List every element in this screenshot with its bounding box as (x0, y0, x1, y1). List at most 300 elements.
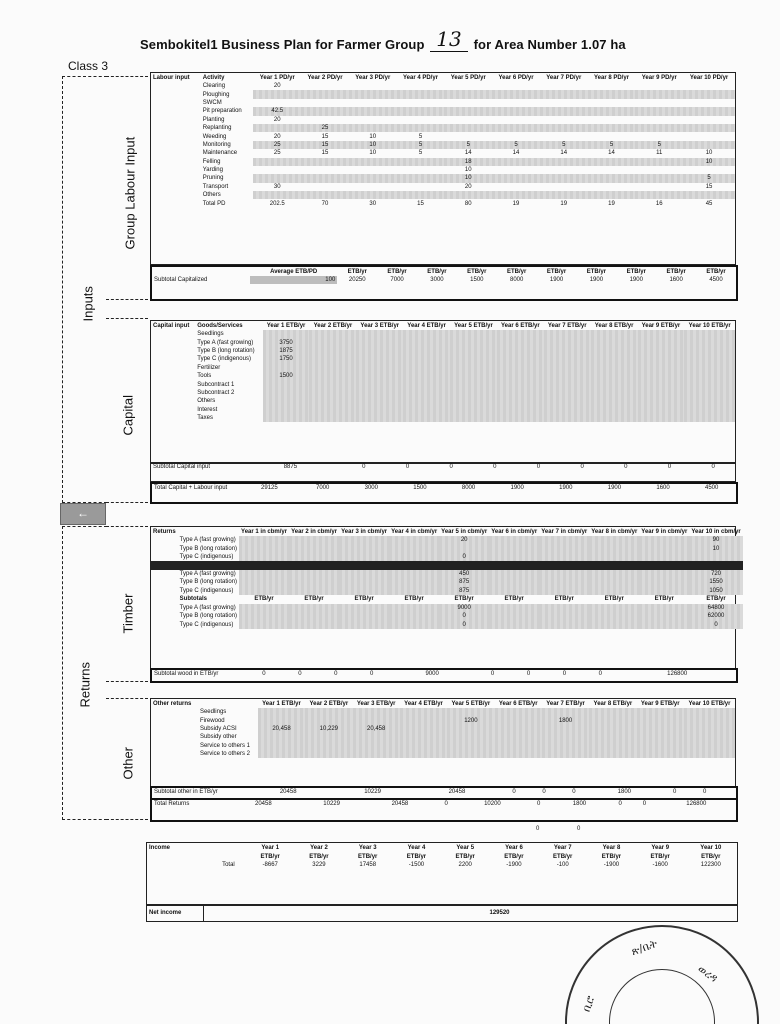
row-spacer (151, 191, 201, 199)
column-header: ETB/yr (387, 268, 407, 275)
value-cell (588, 82, 636, 90)
column-header: Year 1 (261, 844, 280, 851)
column-header: ETB/yr (706, 596, 726, 603)
value-cell (489, 586, 539, 594)
value-cell: 10 (349, 141, 397, 149)
row-spacer (151, 330, 195, 338)
column-header: Year 6 ETB/yr (498, 700, 538, 707)
value-cell (253, 124, 301, 132)
row-label: Subsidy other (199, 734, 237, 741)
value-cell: 20458 (279, 789, 297, 796)
value-cell (356, 330, 403, 338)
value-cell: 14 (464, 150, 472, 157)
column-header: ETB/yr (604, 596, 624, 603)
value-cell (339, 536, 389, 544)
value-cell: 0 (562, 671, 567, 678)
value-cell: 0 (542, 789, 546, 796)
value-cell: 1500 (413, 485, 427, 492)
value-cell: 1900 (510, 485, 524, 492)
net-income-row (146, 904, 738, 922)
value-cell (497, 397, 544, 405)
value-cell (349, 90, 397, 98)
column-header: Returns (153, 528, 176, 535)
column-header: Year 4 in cbm/yr (391, 528, 438, 535)
value-cell (684, 406, 735, 414)
value-cell (539, 544, 589, 552)
value-cell (239, 621, 289, 629)
stamp-top-text: ጽ/ቤት (629, 936, 660, 959)
row-label: Ploughing (202, 91, 230, 98)
value-cell (492, 124, 540, 132)
row-spacer (151, 595, 178, 604)
column-header: ETB/yr (507, 268, 527, 275)
column-header: ETB/yr (654, 596, 674, 603)
value-cell: 25 (253, 141, 301, 149)
value-cell (589, 742, 636, 750)
below-value-2: 0 (577, 826, 581, 832)
row-spacer (151, 132, 201, 140)
value-cell (684, 364, 735, 372)
value-cell: 1800 (617, 789, 632, 796)
value-cell (301, 82, 349, 90)
value-cell (635, 99, 683, 107)
value-cell (450, 414, 497, 422)
row-spacer (152, 267, 250, 276)
row-spacer (151, 733, 198, 741)
value-cell: -1500 (408, 862, 425, 869)
row-spacer (151, 380, 195, 388)
value-cell: 16 (655, 200, 663, 207)
table-row (151, 742, 735, 750)
value-cell (349, 116, 397, 124)
value-cell (591, 355, 638, 363)
value-cell (635, 183, 683, 191)
net-income-label: Net income (147, 905, 204, 921)
value-cell (400, 733, 447, 741)
value-cell (444, 132, 492, 140)
column-header: Year 6 PD/yr (498, 74, 534, 81)
subtotals-label: Subtotals (179, 596, 208, 603)
value-cell: 1050 (689, 586, 742, 594)
divider-cell (489, 561, 539, 569)
capital-total (150, 482, 738, 504)
column-header: ETB/yr (427, 268, 447, 275)
value-cell (309, 364, 356, 372)
value-cell (258, 750, 305, 758)
value-cell (588, 166, 636, 174)
row-spacer (215, 463, 239, 471)
value-cell (253, 166, 301, 174)
value-cell: 19 (560, 200, 568, 207)
column-header: ETB/yr (304, 596, 324, 603)
value-cell (289, 536, 339, 544)
value-cell: 29125 (261, 485, 278, 492)
header-row (151, 527, 743, 536)
value-cell: -1900 (506, 862, 522, 869)
value-cell: 20 (464, 183, 472, 190)
table-row (151, 733, 735, 741)
column-header: Capital input (153, 322, 190, 329)
row-spacer (151, 199, 201, 207)
value-cell (403, 347, 450, 355)
total-returns (150, 798, 738, 822)
value-cell (591, 397, 638, 405)
value-cell (591, 364, 638, 372)
value-cell (403, 330, 450, 338)
row-spacer (151, 742, 198, 750)
column-header: Year 8 (602, 844, 621, 851)
value-cell (638, 355, 685, 363)
value-cell (263, 414, 310, 422)
value-cell (683, 191, 735, 199)
value-cell: 1900 (607, 485, 622, 492)
row-spacer (151, 149, 201, 157)
stamp-mid-text: ወረዳ (695, 962, 720, 985)
divider-cell (389, 561, 439, 569)
value-cell (389, 578, 439, 586)
column-header: Year 5 PD/yr (450, 74, 486, 81)
value-cell (497, 364, 544, 372)
value-cell (450, 355, 497, 363)
value-cell: 0 (536, 464, 541, 471)
value-cell (301, 183, 349, 191)
value-cell (301, 191, 349, 199)
value-cell: 70 (321, 200, 329, 207)
table-row (151, 107, 735, 115)
value-cell (301, 107, 349, 115)
table-row (151, 708, 735, 716)
value-cell (492, 107, 540, 115)
total-label: Total Returns (154, 801, 190, 808)
value-cell: 126800 (667, 671, 688, 678)
row-label: Subcontract 2 (197, 389, 235, 396)
row-label: Taxes (197, 415, 213, 422)
value-cell (540, 174, 588, 182)
value-cell (497, 414, 544, 422)
value-cell (540, 124, 588, 132)
table-row (151, 570, 743, 578)
column-header: ETB/yr (354, 596, 374, 603)
row-label: Tools (197, 373, 212, 380)
value-cell (638, 372, 685, 380)
row-spacer (151, 570, 178, 578)
value-cell: 1750 (263, 355, 310, 363)
table-row (151, 355, 735, 363)
table-row (151, 750, 735, 758)
divider-cell (439, 561, 489, 569)
row-label: Type C (indigenous) (179, 621, 234, 628)
row-label: Type B (long rotation) (179, 579, 238, 586)
value-cell (683, 166, 735, 174)
below-values (536, 826, 596, 832)
value-cell (492, 90, 540, 98)
value-cell (542, 708, 589, 716)
income-label: Income (149, 844, 171, 851)
column-header: Year 7 PD/yr (546, 74, 582, 81)
unit-cell: ETB/yr (553, 853, 573, 860)
value-cell (684, 355, 735, 363)
value-cell (301, 90, 349, 98)
value-cell (497, 347, 544, 355)
value-cell (539, 553, 589, 561)
row-label: SWCM (202, 99, 222, 106)
column-header: ETB/yr (347, 268, 367, 275)
row-label: Yarding (202, 167, 223, 174)
row-label: Service to others 2 (199, 751, 250, 758)
row-label: Maintenance (202, 150, 238, 157)
value-cell (397, 116, 445, 124)
row-label: Type B (long rotation) (179, 613, 238, 620)
value-cell (403, 338, 450, 346)
value-cell (400, 750, 447, 758)
value-cell (289, 604, 339, 612)
value-cell: 20,458 (353, 725, 400, 733)
page-title (140, 27, 626, 55)
value-cell (635, 107, 683, 115)
capital-table (150, 320, 736, 464)
column-header: Year 6 in cbm/yr (491, 528, 538, 535)
value-cell (339, 604, 389, 612)
value-cell: -1600 (652, 862, 668, 869)
value-cell (544, 330, 591, 338)
value-cell (263, 380, 310, 388)
value-cell (720, 788, 736, 796)
value-cell: 15 (321, 133, 329, 140)
value-cell (447, 733, 494, 741)
header-row (151, 321, 735, 330)
value-cell (683, 99, 735, 107)
value-cell: 1600 (669, 277, 683, 284)
value-cell (403, 389, 450, 397)
divider-cell (239, 561, 289, 569)
row-spacer (151, 397, 195, 405)
table-row (151, 604, 743, 612)
table-row (151, 330, 735, 338)
table-row (151, 536, 743, 544)
value-cell (638, 397, 685, 405)
divider-cell (689, 561, 742, 569)
value-cell (589, 604, 639, 612)
table-row (151, 389, 735, 397)
value-cell (309, 414, 356, 422)
value-cell (339, 612, 389, 620)
value-cell (450, 338, 497, 346)
official-stamp (565, 925, 759, 1024)
value-cell: 14 (512, 150, 520, 157)
value-cell (589, 725, 636, 733)
value-cell: 10 (705, 150, 713, 157)
value-cell (684, 397, 735, 405)
value-cell (540, 191, 588, 199)
value-cell: 1500 (263, 372, 310, 380)
column-header: ETB/yr (706, 268, 726, 275)
value-cell: 10 (689, 544, 742, 552)
value-cell (444, 82, 492, 90)
value-cell: 5 (397, 141, 445, 149)
value-cell: 10229 (323, 801, 340, 808)
value-cell: 5 (588, 141, 636, 149)
value-cell (635, 158, 683, 166)
income-total-row (147, 861, 737, 869)
value-cell (349, 183, 397, 191)
value-cell (239, 570, 289, 578)
value-cell (638, 347, 685, 355)
value-cell (497, 355, 544, 363)
value-cell (639, 586, 689, 594)
value-cell (403, 380, 450, 388)
value-cell (439, 544, 489, 552)
value-cell: 4500 (709, 277, 723, 284)
row-spacer (151, 612, 178, 620)
table-row (151, 397, 735, 405)
value-cell (450, 372, 497, 380)
value-cell (589, 612, 639, 620)
value-cell: 1600 (656, 485, 670, 492)
row-label: Type B (long rotation) (197, 347, 255, 354)
value-cell (450, 380, 497, 388)
value-cell (588, 132, 636, 140)
value-cell (403, 355, 450, 363)
value-cell (489, 536, 539, 544)
value-cell (689, 553, 742, 561)
value-cell (492, 132, 540, 140)
table-row (151, 612, 743, 620)
value-cell (356, 389, 403, 397)
row-spacer (151, 82, 201, 90)
header-row (151, 73, 735, 82)
value-cell (497, 330, 544, 338)
capital-label: Capital (120, 395, 136, 436)
value-cell (444, 124, 492, 132)
column-header (178, 527, 239, 536)
row-label: Monitoring (202, 141, 231, 148)
stamp-bottom-text: ቢሮ (579, 994, 598, 1014)
column-header: Year 4 (407, 844, 426, 851)
column-header: Year 9 (651, 844, 670, 851)
table-row (151, 372, 735, 380)
returns-label: Returns (77, 661, 93, 708)
column-header: Average ETB/PD (270, 268, 318, 275)
value-cell: 20 (273, 83, 281, 90)
unit-cell: ETB/yr (650, 853, 670, 860)
table-row (151, 338, 735, 346)
value-cell (539, 536, 589, 544)
column-header: Year 5 (456, 844, 475, 851)
inputs-label: Inputs (80, 286, 96, 322)
value-cell: 0 (512, 789, 516, 796)
value-cell: 3750 (263, 338, 310, 346)
value-cell: 8000 (461, 485, 476, 492)
value-cell: -8667 (262, 862, 278, 869)
value-cell (309, 380, 356, 388)
column-header: Year 1 PD/yr (259, 74, 295, 81)
row-spacer (151, 372, 195, 380)
value-cell (289, 553, 339, 561)
row-label: Seedlings (199, 709, 227, 716)
value-cell: 0 (490, 671, 495, 678)
value-cell (450, 397, 497, 405)
value-cell: 100 (250, 276, 337, 284)
value-cell (544, 397, 591, 405)
value-cell (301, 166, 349, 174)
value-cell (397, 90, 445, 98)
value-cell: 20,458 (258, 725, 305, 733)
value-cell: 0 (334, 671, 338, 678)
value-cell (639, 570, 689, 578)
value-cell (589, 708, 636, 716)
value-cell (489, 578, 539, 586)
arrow-left-icon[interactable]: ← (60, 503, 106, 525)
total-label: Total Capital + Labour input (154, 485, 228, 492)
value-cell: 122300 (700, 862, 721, 869)
value-cell (349, 107, 397, 115)
value-cell: 0 (449, 464, 453, 471)
value-cell (253, 174, 301, 182)
value-cell (263, 330, 310, 338)
value-cell (540, 132, 588, 140)
value-cell (389, 570, 439, 578)
value-cell (305, 708, 352, 716)
value-cell: 10 (464, 167, 472, 174)
value-cell: 4500 (705, 485, 719, 492)
value-cell: 2200 (458, 862, 472, 869)
value-cell: 1900 (549, 277, 564, 284)
value-cell (684, 414, 735, 422)
income-table (146, 842, 738, 906)
value-cell (389, 612, 439, 620)
value-cell: 0 (618, 801, 622, 808)
value-cell (540, 90, 588, 98)
table-row (151, 586, 743, 594)
divider-cell (289, 561, 339, 569)
table-row (151, 553, 743, 561)
value-cell (588, 124, 636, 132)
value-cell (444, 116, 492, 124)
value-cell (638, 380, 685, 388)
value-cell (339, 586, 389, 594)
value-cell (589, 536, 639, 544)
value-cell (403, 364, 450, 372)
value-cell (495, 725, 542, 733)
value-cell: 450 (439, 570, 489, 578)
value-cell (638, 389, 685, 397)
subtotal-header-row (152, 267, 736, 276)
table-row (151, 116, 735, 124)
subtotal-label: Subtotal wood in ETB/yr (154, 671, 219, 678)
value-cell (683, 90, 735, 98)
value-cell (588, 99, 636, 107)
value-cell (353, 716, 400, 724)
value-cell: 1875 (263, 347, 310, 355)
value-cell (591, 414, 638, 422)
value-cell (544, 372, 591, 380)
column-header: Year 4 ETB/yr (404, 700, 443, 707)
value-cell (301, 99, 349, 107)
row-spacer (151, 621, 178, 629)
row-spacer (151, 406, 195, 414)
value-cell (444, 191, 492, 199)
value-cell: 15 (417, 200, 424, 207)
value-cell: 8000 (510, 277, 524, 284)
value-cell (544, 414, 591, 422)
value-cell: 15 (321, 150, 329, 157)
column-header: Year 10 in cbm/yr (691, 528, 741, 535)
value-cell (263, 406, 310, 414)
table-row (151, 406, 735, 414)
value-cell: 875 (439, 578, 489, 586)
title-prefix: Sembokitel1 Business Plan for Farmer Group (140, 37, 425, 52)
column-header: Year 2 (310, 844, 328, 851)
